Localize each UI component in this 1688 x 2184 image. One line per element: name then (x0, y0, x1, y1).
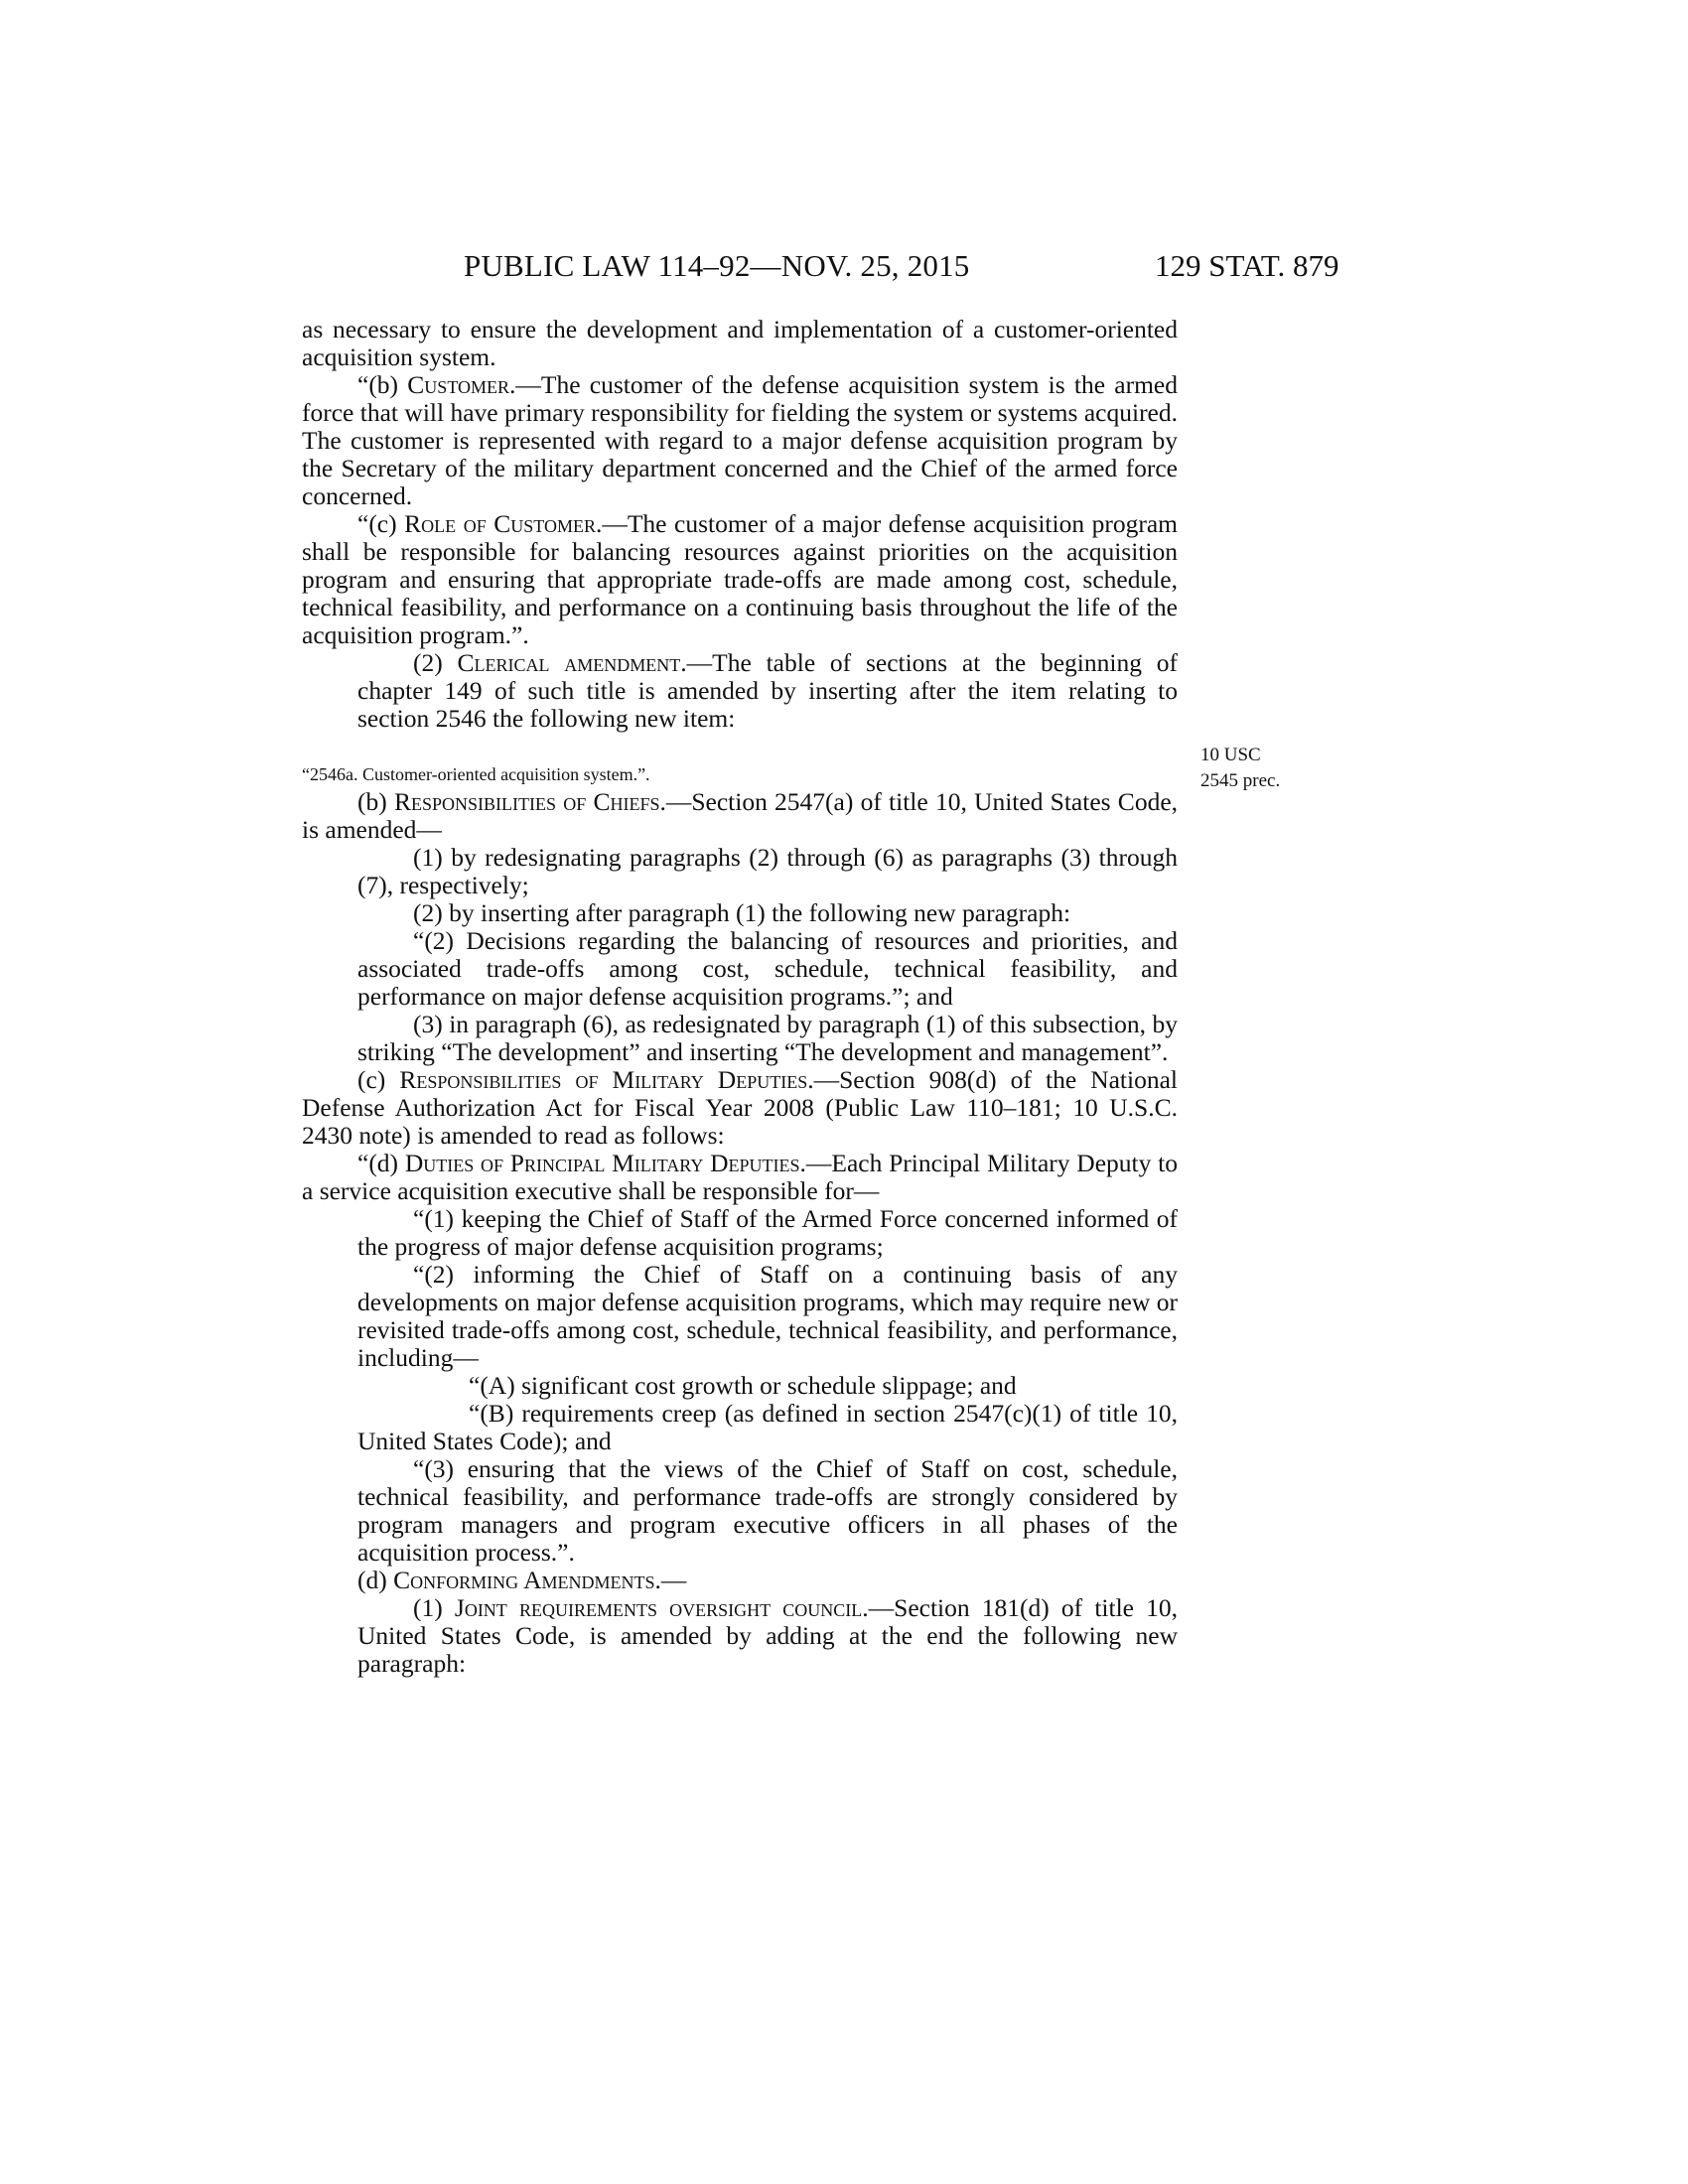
paragraph-heading: Clerical amendment (457, 648, 681, 677)
paragraph-continuation: as necessary to ensure the development and implementation of a customer-oriented acquisition system. (302, 315, 1178, 371)
subsection-d-conforming-amendments: (d) Conforming Amendments.— (357, 1566, 687, 1594)
subsection-heading: Responsibilities of Military Deputies (399, 1065, 808, 1094)
document-body (302, 316, 1178, 1678)
subsection-heading: Customer (407, 370, 509, 399)
duty-1-keeping-informed: “(1) keeping the Chief of Staff of the Armed Force concerned informed of the progress of major defense acquisition programs; (357, 1204, 1178, 1261)
quoted-paragraph-2-decisions: “(2) Decisions regarding the balancing of resources and priorities, and associated trade-offs among cost, schedule, technical feasibility, and performance on major defense acquisition programs.”; and (357, 926, 1178, 1011)
paragraph-heading: Joint requirements oversight council (454, 1593, 863, 1622)
table-of-sections-item: “2546a. Customer-oriented acquisition system.”. (302, 764, 650, 784)
paragraph-1-joint-requirements-oversight-council: (1) Joint requirements oversight council.—Section 181(d) of title 10, United States Code, is amended by adding at the end the following new paragraph: (357, 1593, 1179, 1678)
subsection-heading: Duties of Principal Military Deputies (404, 1149, 800, 1177)
margin-note-line-2: 2545 prec. (1200, 770, 1281, 791)
duty-2-subparagraph-a: “(A) significant cost growth or schedule slippage; and (469, 1371, 1017, 1400)
margin-note-line-1: 10 USC (1200, 745, 1261, 765)
subsection-d-duties-of-principal-military-deputies: “(d) Duties of Principal Military Deputies.—Each Principal Military Deputy to a service acquisition executive shall be responsible for— (302, 1149, 1178, 1205)
paragraph-3-striking: (3) in paragraph (6), as redesignated by paragraph (1) of this subsection, by striking “The development” and inserting “The development and management”. (357, 1010, 1178, 1066)
duty-2-subparagraph-b: “(B) requirements creep (as defined in section 2547(c)(1) of title 10, United States Code); and (357, 1399, 1178, 1455)
subsection-heading: Role of Customer (404, 509, 596, 538)
margin-citation-note (1200, 743, 1280, 794)
paragraph-1-redesignating: (1) by redesignating paragraphs (2) through (6) as paragraphs (3) through (7), respectively; (357, 843, 1178, 899)
subsection-heading: Conforming Amendments (393, 1566, 655, 1594)
paragraph-2-inserting: (2) by inserting after paragraph (1) the following new paragraph: (413, 898, 1071, 927)
page-header (0, 248, 1688, 288)
subsection-b-responsibilities-of-chiefs: (b) Responsibilities of Chiefs.—Section 2547(a) of title 10, United States Code, is amended— (302, 787, 1179, 844)
subsection-b-customer: “(b) Customer.—The customer of the defense acquisition system is the armed force that will have primary responsibility for fielding the system or systems acquired. The customer is represented with regard to a major defense acquisition program by the Secretary of the military department concerned and the Chief of the armed force concerned. (302, 370, 1178, 510)
duty-2-informing: “(2) informing the Chief of Staff on a continuing basis of any developments on major defense acquisition programs, which may require new or revisited trade-offs among cost, schedule, technical feasibility, and performance, including— (357, 1260, 1178, 1372)
subsection-heading: Responsibilities of Chiefs (393, 787, 660, 816)
duty-3-ensuring-views: “(3) ensuring that the views of the Chief of Staff on cost, schedule, technical feasibility, and performance trade-offs are strongly considered by program managers and program executive officers in all phases of the acquisition process.”. (357, 1454, 1178, 1567)
statute-page-number: 129 STAT. 879 (1155, 248, 1339, 283)
paragraph-2-clerical-amendment: (2) Clerical amendment.—The table of sections at the beginning of chapter 149 of such title is amended by inserting after the item relating to section 2546 the following new item: (357, 648, 1178, 733)
subsection-c-role-of-customer: “(c) Role of Customer.—The customer of a major defense acquisition program shall be responsible for balancing resources against priorities on the acquisition program and ensuring that appropriate trade-offs are made among cost, schedule, technical feasibility, and performance on a continuing basis throughout the life of the acquisition program.”. (302, 509, 1179, 649)
subsection-c-military-deputies: (c) Responsibilities of Military Deputies.—Section 908(d) of the National Defense Authorization Act for Fiscal Year 2008 (Public Law 110–181; 10 U.S.C. 2430 note) is amended to read as follows: (302, 1065, 1178, 1150)
running-header-title: PUBLIC LAW 114–92—NOV. 25, 2015 (464, 248, 970, 283)
